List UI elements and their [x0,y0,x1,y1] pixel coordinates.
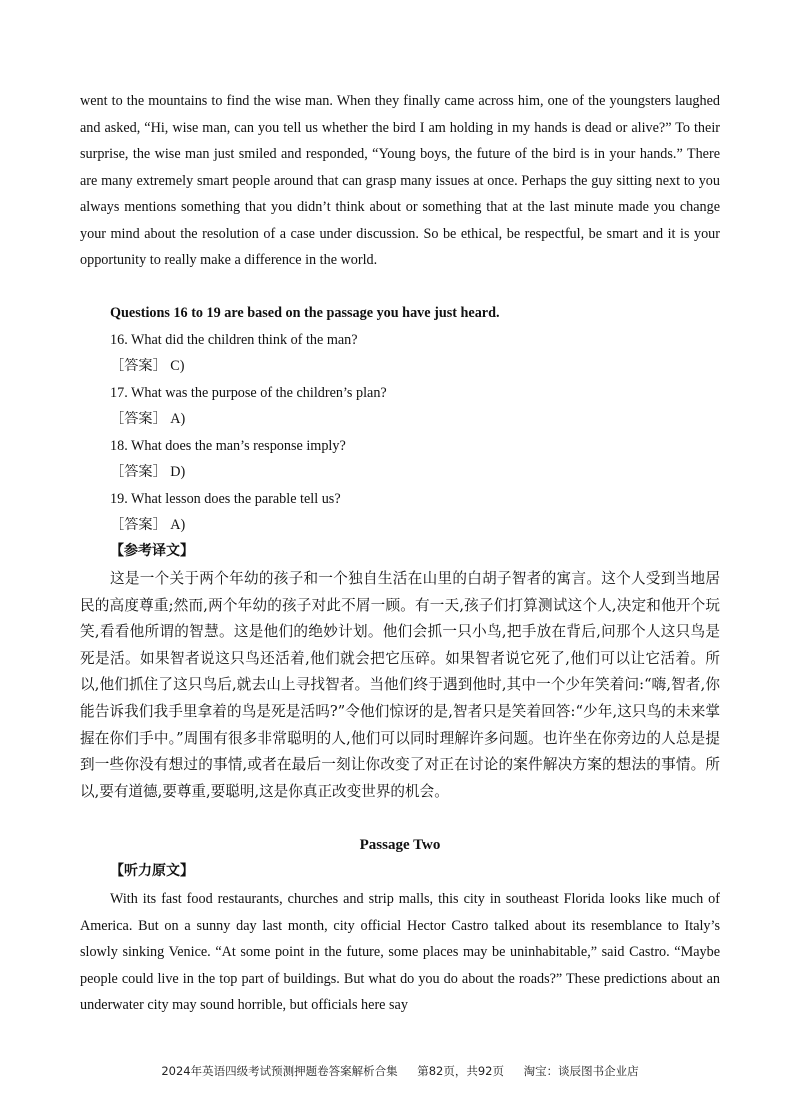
footer-page-number: 第82页，共92页 [417,1064,505,1078]
answer-18: ［答案］ D) [110,464,186,480]
question-16: 16. What did the children think of the man? [110,332,358,348]
footer-shop: 淘宝：谈辰图书企业店 [523,1064,639,1078]
footer-book-title: 2024年英语四级考试预测押题卷答案解析合集 [161,1064,398,1078]
passage-one-paragraph: went to the mountains to find the wise man. When they finally came across him, one of the youngsters laughed and asked, “Hi, wise man, can you tell us whether the bird I am holding in my hands is dead or alive?” To their surprise, the wise man just smiled and responded, “Young boys, the future of the bird is in your hands.” There are many extremely smart people around that can grasp many issues at once. Perhaps the guy sitting next to you always mentions something that you didn’t think about or something that at the last minute made you change your mind about the resolution of a case under discussion. So be ethical, be respectful, be smart and it is your opportunity to really make a difference in the world. [80,93,720,268]
page-footer [0,1063,800,1079]
passage-two-title: Passage Two [359,837,441,853]
answer-16: ［答案］ C) [110,358,185,374]
translation-tag: 【参考译文】 [110,543,194,559]
listening-script-tag: 【听力原文】 [110,863,194,879]
answer-19: ［答案］ A) [110,517,186,533]
answer-17: ［答案］ A) [110,411,186,427]
passage-two-paragraph: With its fast food restaurants, churches and strip malls, this city in southeast Florida looks like much of America. But on a sunny day last month, city official Hector Castro talked about its resemblance to Italy’s slowly sinking Venice. “At some point in the future, some places may be uninhabitable,” said Castro. “Maybe people could live in the top part of buildings. But what do you do about the roads?” These predictions about an underwater city may sound horrible, but officials here say [80,891,720,1013]
question-19: 19. What lesson does the parable tell us? [110,491,341,507]
question-17: 17. What was the purpose of the children’s plan? [110,385,387,401]
question-18: 18. What does the man’s response imply? [110,438,346,454]
questions-heading: Questions 16 to 19 are based on the passage you have just heard. [110,305,500,321]
translation-paragraph: 这是一个关于两个年幼的孩子和一个独自生活在山里的白胡子智者的寓言。这个人受到当地居民的高度尊重;然而,两个年幼的孩子对此不屑一顾。有一天,孩子们打算测试这个人,决定和他开个玩笑,看看他所谓的智慧。这是他们的绝妙计划。他们会抓一只小鸟,把手放在背后,问那个人这只鸟是死是活。如果智者说这只鸟还活着,他们就会把它压碎。如果智者说它死了,他们可以让它活着。所以,他们抓住了这只鸟后,就去山上寻找智者。当他们终于遇到他时,其中一个少年笑着问:“嗨,智者,你能告诉我们我手里拿着的鸟是死是活吗?”令他们惊讶的是,智者只是笑着回答:“少年,这只鸟的未来掌握在你们手中。”周围有很多非常聪明的人,他们可以同时理解许多问题。也许坐在你旁边的人总是提到一些你没有想过的事情,或者在最后一刻让你改变了对正在讨论的案件解决方案的想法的事情。所以,要有道德,要尊重,要聪明,这是你真正改变世界的机会。 [80,570,720,800]
